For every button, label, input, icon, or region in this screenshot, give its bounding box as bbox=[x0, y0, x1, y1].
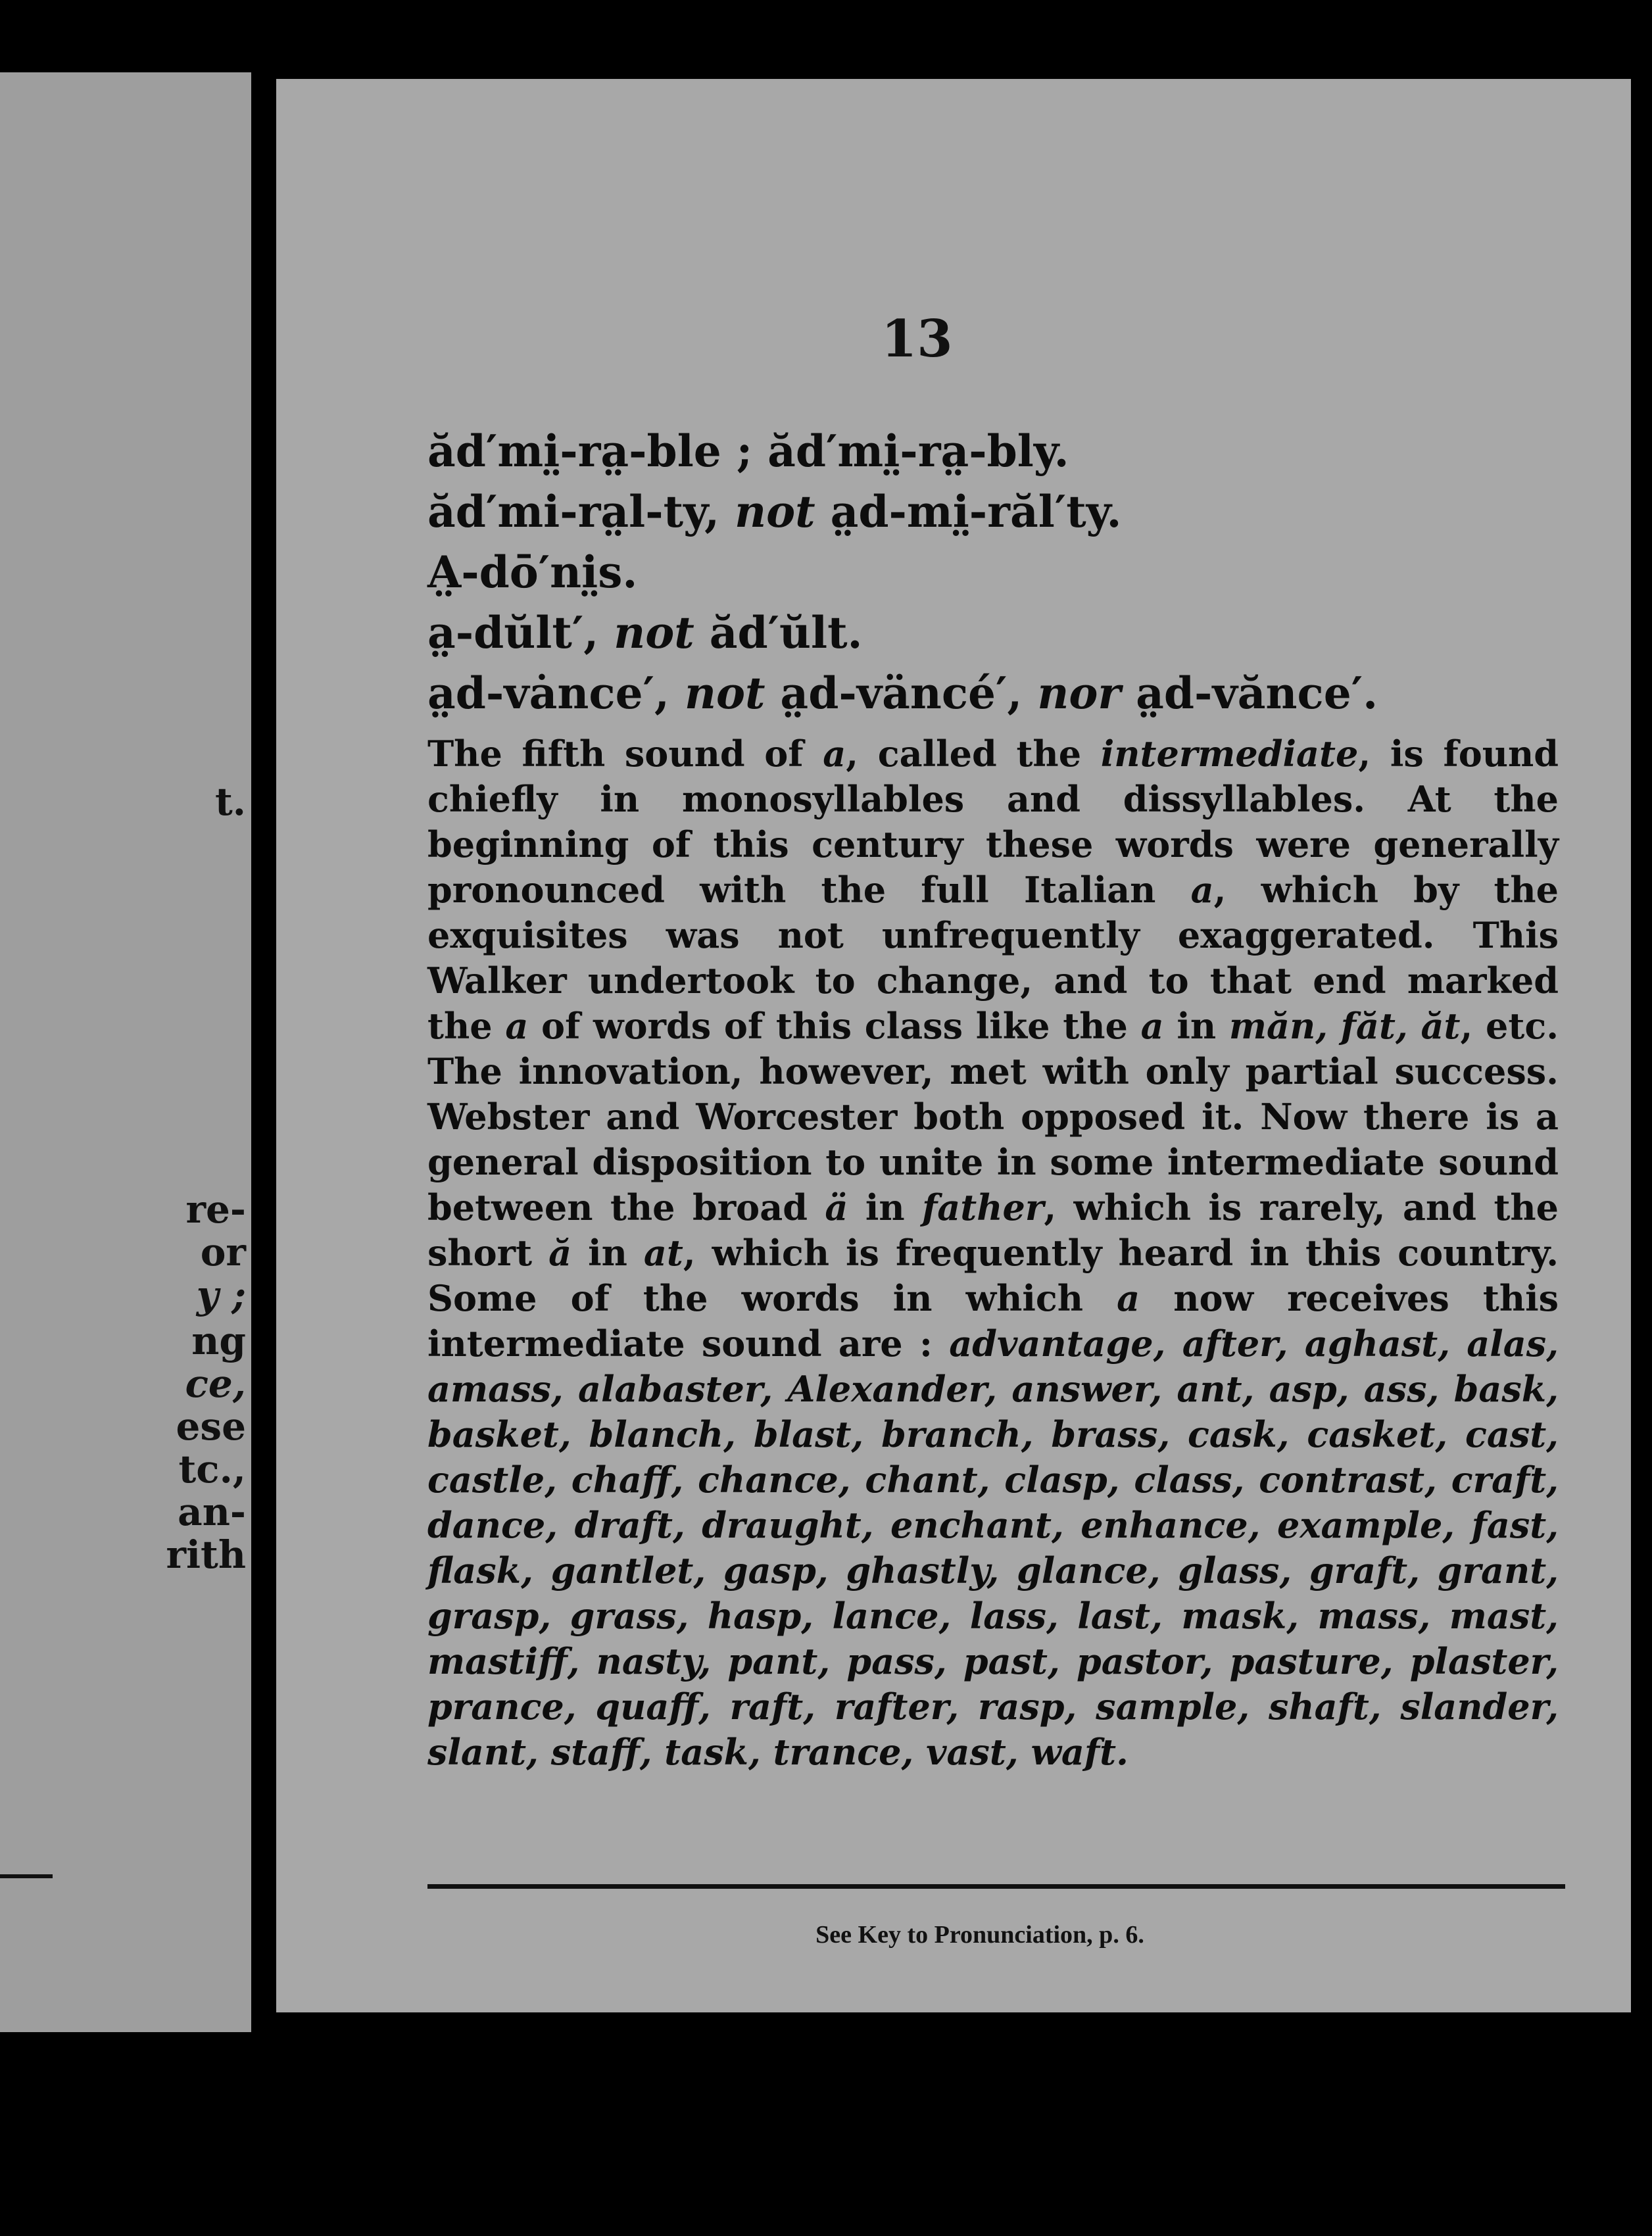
left-fragment: t. bbox=[215, 779, 246, 824]
left-fragment: or bbox=[200, 1230, 246, 1275]
page-number: 13 bbox=[881, 309, 953, 369]
page-content bbox=[427, 421, 1559, 1811]
left-fragment: y ; bbox=[196, 1273, 246, 1317]
left-fragment: ce, bbox=[185, 1361, 246, 1406]
body-paragraph: The fifth sound of a, called the intermediate, is found chiefly in monosyllables and dissyllables. At the beginning of this century these words were generally pronounced with the full Italian a, which by the exquisites was not unfrequently exaggerated. This Walker undertook to change, and to that end marked the a of words of this class like the a in măn, făt, ăt, etc. The innovation, however, met with only partial success. Webster and Worcester both opposed it. Now there is a general disposition to unite in some intermediate sound between the broad ä in father, which is rarely, and the short ă in at, which is frequently heard in this country. Some of the words in which a now receives this intermediate sound are : advantage, after, aghast, alas, amass, alabaster, Alexander, answer, ant, asp, ass, bask, basket, blanch, blast, branch, brass, cask, casket, cast, castle, chaff, chance, chant, clasp, class, contrast, craft, dance, draft, draught, enchant, enhance, example, fast, flask, gantlet, gasp, ghastly, glance, glass, graft, grant, grasp, grass, hasp, lance, lass, last, mask, mass, mast, mastiff, nasty, pant, pass, past, pastor, pasture, plaster, prance, quaff, raft, rafter, rasp, sample, shaft, slander, slant, staff, task, trance, vast, waft. bbox=[427, 733, 1559, 1773]
pronunciation-entry: ăd′mi-ra̤l-ty, not a̤d-mi̤-răl′ty. bbox=[427, 486, 1122, 537]
left-fragment: rith bbox=[166, 1532, 246, 1577]
pronunciation-entry: a̤-dŭlt′, not ăd′ŭlt. bbox=[427, 607, 863, 658]
pronunciation-entry: a̤d-vȧnce′, not a̤d-väncé′, nor a̤d-vănce′. bbox=[427, 668, 1378, 719]
pronunciation-entry: ăd′mi̤-ra̤-ble ; ăd′mi̤-ra̤-bly. bbox=[427, 425, 1069, 477]
left-fragment: an- bbox=[178, 1490, 246, 1534]
pronunciation-entry: A̤-dō′ni̤s. bbox=[427, 547, 638, 598]
left-fragment: re- bbox=[185, 1187, 246, 1232]
left-fragment: ng bbox=[191, 1319, 246, 1363]
left-fragment: tc., bbox=[178, 1447, 246, 1492]
footnote-divider bbox=[427, 1884, 1565, 1889]
left-fragment: ese bbox=[176, 1404, 246, 1449]
word-list: advantage, after, aghast, alas, amass, alabaster, Alexander, answer, ant, asp, ass, bask, basket, blanch, blast, branch, brass, cask, casket, cast, castle, chaff, chance, chant, clasp, class, contrast, craft, dance, draft, draught, enchant, enhance, example, fast, flask, gantlet, gasp, ghastly, glance, glass, graft, grant, grasp, grass, hasp, lance, lass, last, mask, mass, mast, mastiff, nasty, pant, pass, past, pastor, pasture, plaster, prance, quaff, raft, rafter, rasp, sample, shaft, slander, slant, staff, task, trance, vast, waft. bbox=[427, 1323, 1559, 1773]
previous-page-strip bbox=[0, 72, 251, 2032]
left-page-rule bbox=[0, 1874, 53, 1878]
footnote: See Key to Pronunciation, p. 6. bbox=[815, 1921, 1144, 1949]
book-page bbox=[276, 79, 1631, 2012]
